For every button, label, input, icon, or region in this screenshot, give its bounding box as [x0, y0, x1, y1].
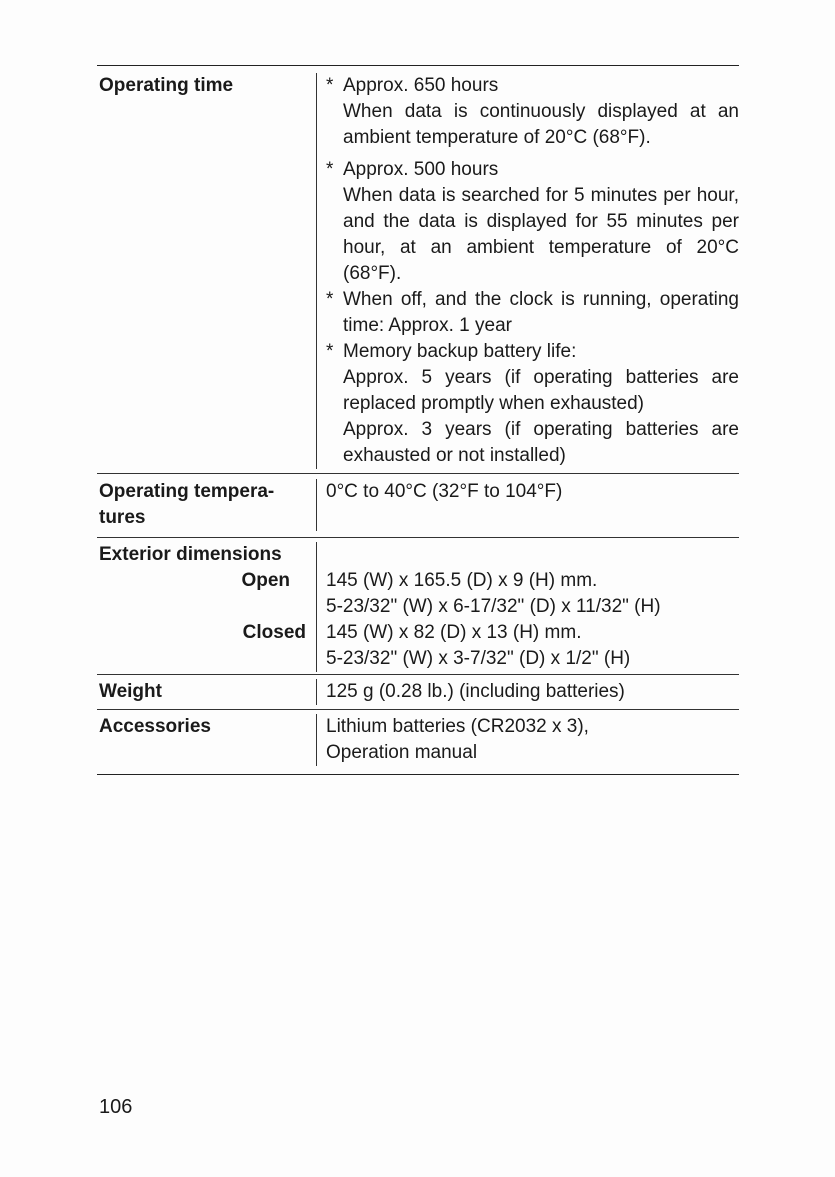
row-operating-time: [97, 66, 739, 473]
closed-imperial: 5-23/32" (W) x 3-7/32" (D) x 1/2" (H): [326, 648, 631, 669]
weight-label: Weight: [97, 679, 317, 705]
operating-time-item-4: * Memory backup battery life: Approx. 5 years (if operating batteries are replaced promptly when exhausted) Approx. 3 years (if operating batteries are exhausted or not installed): [326, 341, 739, 466]
open-label: Open: [241, 570, 290, 591]
accessories-value: Lithium batteries (CR2032 x 3), Operation manual: [326, 716, 589, 763]
row-operating-temperatures: [97, 473, 739, 537]
exterior-dimensions-value: [317, 542, 739, 672]
accessories-label: Accessories: [97, 714, 317, 766]
operating-temperatures-label: Operating tempera- tures: [97, 479, 317, 531]
operating-time-item-2: * Approx. 500 hours When data is searched for 5 minutes per hour, and the data is displayed for 55 minutes per hour, at an ambient temperature of 20°C (68°F).: [326, 159, 739, 284]
open-metric: 145 (W) x 165.5 (D) x 9 (H) mm.: [326, 570, 598, 591]
row-exterior-dimensions: [97, 537, 739, 674]
operating-time-label: Operating time: [97, 73, 317, 469]
row-weight: [97, 674, 739, 709]
exterior-dimensions-label: Exterior dimensions Open Closed: [97, 542, 317, 672]
row-accessories: [97, 709, 739, 774]
open-imperial: 5-23/32" (W) x 6-17/32" (D) x 11/32" (H): [326, 596, 661, 617]
operating-time-item-3: * When off, and the clock is running, operating time: Approx. 1 year: [326, 289, 739, 336]
operating-temperatures-value: 0°C to 40°C (32°F to 104°F): [326, 481, 563, 502]
operating-time-item-1: * Approx. 650 hours When data is continuously displayed at an ambient temperature of 20°C (68°F).: [326, 75, 739, 148]
weight-value: 125 g (0.28 lb.) (including batteries): [326, 681, 625, 702]
closed-label: Closed: [242, 622, 306, 643]
closed-metric: 145 (W) x 82 (D) x 13 (H) mm.: [326, 622, 582, 643]
specifications-table: [97, 65, 739, 775]
page-number: 106: [99, 1096, 133, 1118]
operating-time-value: [317, 73, 739, 469]
